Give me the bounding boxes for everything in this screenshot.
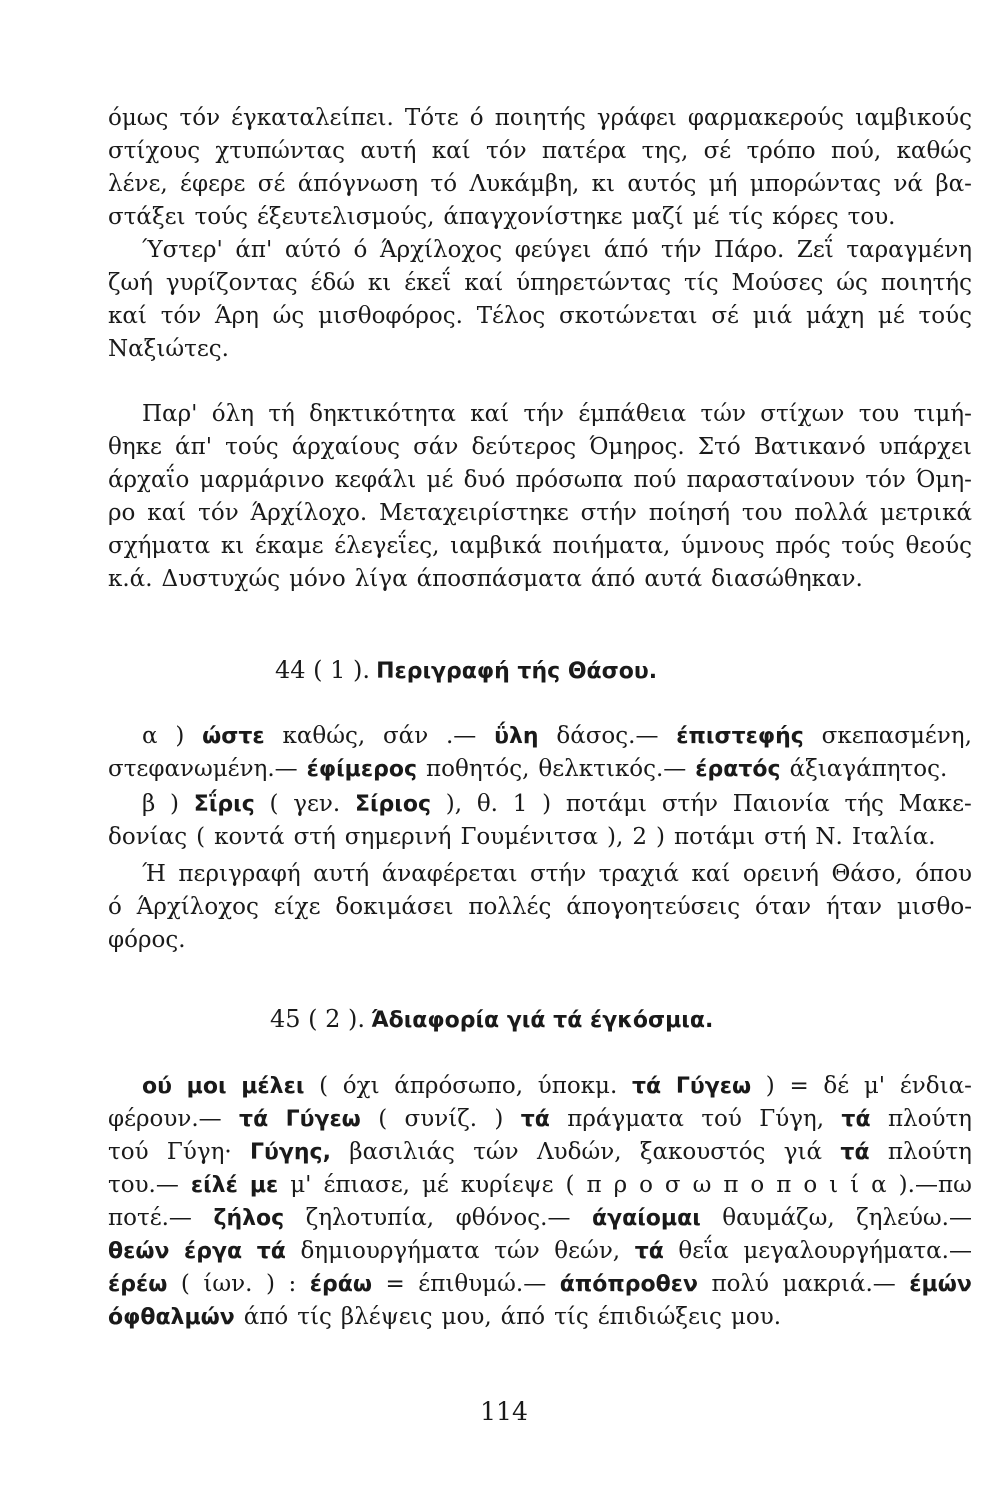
section-heading-45 <box>270 1005 713 1033</box>
text-line: φόρος. <box>108 927 186 953</box>
text-line: Ύστερ' άπ' αύτό ό Άρχίλοχος φεύγει άπό τήν Πάρο. Ζεΐ ταραγμένη <box>142 237 972 263</box>
text-line: Ή περιγραφή αυτή άναφέρεται στήν τραχιά καί ορεινή Θάσο, όπου <box>142 861 972 887</box>
text-line: Παρ' όλη τή δηκτικότητα καί τήν έμπάθεια τών στίχων του τιμή- <box>142 401 972 427</box>
text-line: α ) ώστε καθώς, σάν .— ΰλη δάσος.— έπιστεφής σκεπασμένη, <box>142 723 972 749</box>
text-line: τού Γύγη· Γύγης, βασιλιάς τών Λυδών, ξακουστός γιά τά πλούτη <box>108 1139 972 1165</box>
text-line: στάξει τούς έξευτελισμούς, άπαγχονίστηκε μαζί μέ τίς κόρες του. <box>108 204 896 230</box>
note-c <box>108 858 972 957</box>
section-number: 45 ( 2 ). <box>270 1005 366 1033</box>
text-line: στεφανωμένη.— έφίμερος ποθητός, θελκτικός.— έρατός άξιαγάπητος. <box>108 756 948 782</box>
text-line: Ναξιώτες. <box>108 336 229 362</box>
text-line: στίχους χτυπώντας αυτή καί τόν πατέρα της, σέ τρόπο πού, καθώς <box>108 138 972 164</box>
paragraph <box>108 102 972 234</box>
text-line: ζωή γυρίζοντας έδώ κι έκεΐ καί ύπηρετώντας τίς Μούσες ώς ποιητής <box>108 270 972 296</box>
text-line: όφθαλμών άπό τίς βλέψεις μου, άπό τίς έπιδιώξεις μου. <box>108 1304 782 1330</box>
page-number: 114 <box>480 1397 528 1426</box>
note-a <box>108 720 972 786</box>
section-title: Άδιαφορία γιά τά έγκόσμια. <box>371 1008 714 1033</box>
text-line: όμως τόν έγκαταλείπει. Τότε ό ποιητής γράφει φαρμακερούς ιαμβικούς <box>108 105 972 131</box>
text-line: ρο καί τόν Άρχίλοχο. Μεταχειρίστηκε στήν ποίησή του πολλά μετρικά <box>108 500 972 526</box>
section-number: 44 ( 1 ). <box>275 656 371 684</box>
text-line: καί τόν Άρη ώς μισθοφόρος. Τέλος σκοτώνεται σέ μιά μάχη μέ τούς <box>108 303 972 329</box>
text-line: σχήματα κι έκαμε έλεγεΐες, ιαμβικά ποιήματα, ύμνους πρός τούς θεούς <box>108 533 972 559</box>
text-line: δονίας ( κοντά στή σημερινή Γουμένιτσα ), 2 ) ποτάμι στή Ν. Ιταλία. <box>108 824 936 850</box>
text-line: θηκε άπ' τούς άρχαίους σάν δεύτερος Όμηρος. Στό Βατικανό υπάρχει <box>108 434 972 460</box>
paragraph <box>108 234 972 366</box>
section-heading-44 <box>275 656 657 684</box>
text-line: του.— είλέ με μ' έπιασε, μέ κυρίεψε ( π ρ ο σ ω π ο π ο ι ί α ).—πω <box>108 1172 972 1198</box>
section-title: Περιγραφή τής Θάσου. <box>376 659 658 684</box>
text-line: θεών έργα τά δημιουργήματα τών θεών, τά θεΐα μεγαλουργήματα.— <box>108 1238 972 1264</box>
text-line: λένε, έφερε σέ άπόγνωση τό Λυκάμβη, κι αυτός μή μπορώντας νά βα- <box>108 171 972 197</box>
text-line: έρέω ( ίων. ) : έράω = έπιθυμώ.— άπόπροθεν πολύ μακριά.— έμών <box>108 1271 972 1297</box>
glossary-paragraph <box>108 1070 972 1334</box>
note-b <box>108 788 972 854</box>
text-line: ποτέ.— ζήλος ζηλοτυπία, φθόνος.— άγαίομαι θαυμάζω, ζηλεύω.— <box>108 1205 972 1231</box>
text-line: άρχαΐο μαρμάρινο κεφάλι μέ δυό πρόσωπα πού παρασταίνουν τόν Όμη- <box>108 467 972 493</box>
text-line: φέρουν.— τά Γύγεω ( συνίζ. ) τά πράγματα τού Γύγη, τά πλούτη <box>108 1106 972 1132</box>
text-line: κ.ά. Δυστυχώς μόνο λίγα άποσπάσματα άπό αυτά διασώθηκαν. <box>108 566 863 592</box>
paragraph <box>108 398 972 596</box>
text-line: ό Άρχίλοχος είχε δοκιμάσει πολλές άπογοητεύσεις όταν ήταν μισθο- <box>108 894 972 920</box>
text-line: ού μοι μέλει ( όχι άπρόσωπο, ύποκμ. τά Γύγεω ) = δέ μ' ένδια- <box>142 1073 972 1099</box>
text-line: β ) Σΐρις ( γεν. Σίριος ), θ. 1 ) ποτάμι στήν Παιονία τής Μακε- <box>142 791 972 817</box>
